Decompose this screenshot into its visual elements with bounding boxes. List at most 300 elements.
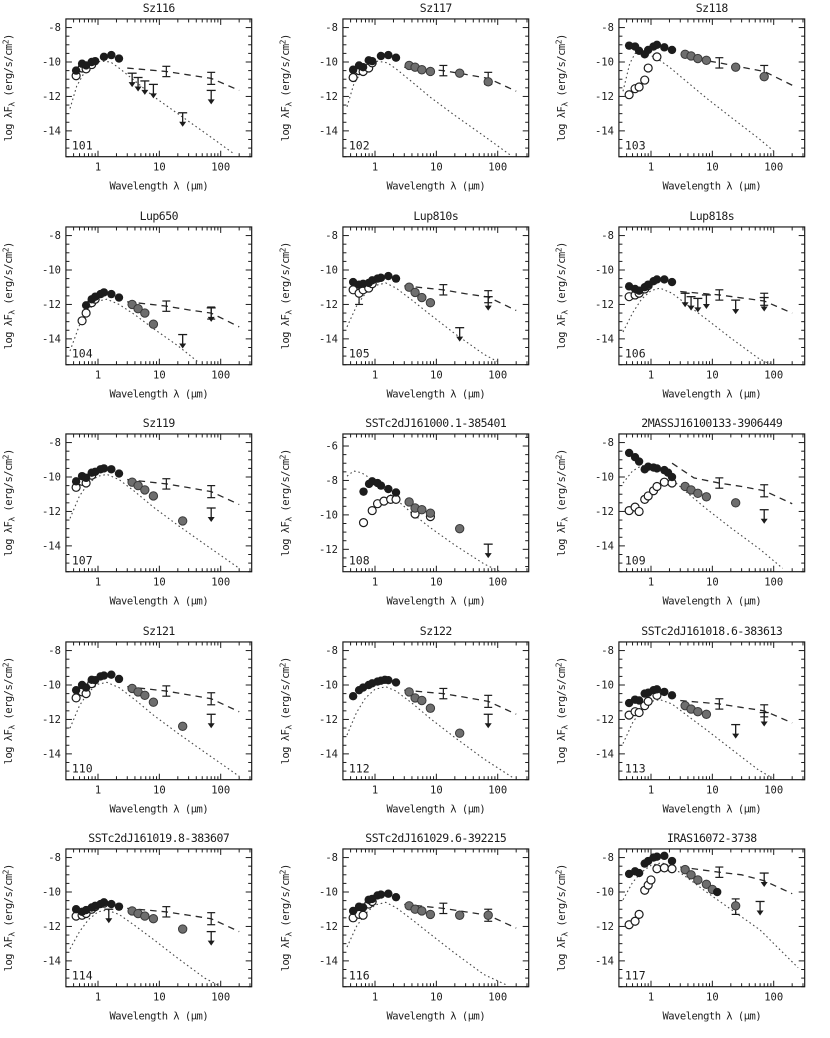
filled-points: [625, 275, 676, 295]
y-tick-label: -8: [48, 852, 61, 865]
panel-title: SSTc2dJ161019.8-383607: [88, 831, 230, 846]
grey-data-point: [455, 729, 463, 737]
y-axis-label: $\log \lambda F_\lambda$ $(erg/s/cm^2)$: [278, 449, 294, 557]
open-data-point: [653, 865, 661, 873]
filled-data-point: [91, 57, 99, 65]
filled-data-point: [115, 293, 123, 301]
filled-data-point: [82, 683, 90, 691]
y-tick-label: -14: [41, 955, 61, 968]
grey-data-point: [455, 69, 463, 77]
filled-data-point: [384, 271, 392, 279]
upper-limit-arrows: [483, 544, 492, 558]
y-tick-label: -10: [595, 471, 615, 484]
y-axis-label: $\log \lambda F_\lambda$ $(erg/s/cm^2)$: [554, 656, 570, 765]
photosphere-dotted-curve: [623, 466, 783, 569]
open-points: [625, 478, 676, 515]
x-tick-label: 1: [371, 784, 378, 797]
filled-data-point: [107, 900, 115, 908]
sed-plot-Sz117: [277, 0, 554, 208]
filled-data-point: [376, 482, 384, 490]
upper-limit-arrows: [207, 714, 216, 728]
filled-data-point: [384, 485, 392, 493]
sed-plot-Lup818s: [553, 208, 830, 416]
y-axis-label: $\log \lambda F_\lambda$ $(erg/s/cm^2)$: [554, 241, 570, 350]
y-tick-label: -12: [318, 298, 338, 311]
x-axis-label: Wavelength λ (μm): [109, 180, 209, 193]
panel-number: 104: [71, 346, 93, 361]
filled-data-point: [653, 41, 661, 49]
x-tick-label: 1: [94, 992, 102, 1005]
filled-points: [72, 899, 123, 917]
error-bars: [716, 478, 769, 497]
x-tick-label: 100: [764, 784, 784, 797]
y-tick-label: -12: [318, 921, 338, 934]
open-data-point: [645, 697, 653, 705]
panel-number: 102: [348, 138, 370, 153]
panel-title: Lup818s: [689, 208, 735, 223]
x-axis-label: Wavelength λ (μm): [386, 595, 485, 608]
x-tick-label: 1: [94, 161, 102, 174]
y-tick-label: -10: [318, 264, 338, 277]
grey-points: [128, 907, 187, 933]
grey-data-point: [426, 298, 434, 306]
y-axis-label: $\log \lambda F_\lambda$ $(erg/s/cm^2)$: [278, 241, 294, 350]
grey-data-point: [417, 66, 425, 74]
sed-plot-Sz122: [277, 623, 554, 831]
y-tick-label: -14: [41, 540, 61, 553]
y-axis-label: $\log \lambda F_\lambda$ $(erg/s/cm^2)$: [278, 656, 294, 765]
x-axis-label: Wavelength λ (μm): [386, 1011, 485, 1024]
x-tick-label: 10: [153, 992, 166, 1005]
sed-panel-113: [553, 623, 830, 831]
y-tick-label: -12: [318, 544, 338, 557]
grey-data-point: [703, 493, 711, 501]
y-tick-label: -8: [601, 644, 615, 657]
panel-title: SSTc2dJ161029.6-392215: [364, 831, 506, 846]
filled-data-point: [107, 290, 115, 298]
open-data-point: [82, 309, 90, 317]
y-axis-label: $\log \lambda F_\lambda$ $(erg/s/cm^2)$: [554, 864, 570, 972]
open-data-point: [653, 53, 661, 61]
grey-data-point: [178, 517, 186, 525]
grey-data-point: [426, 911, 434, 919]
panel-title: IRAS16072-3738: [667, 831, 757, 846]
filled-points: [349, 675, 400, 700]
grey-data-point: [703, 710, 711, 718]
x-tick-label: 1: [648, 992, 655, 1005]
open-data-point: [359, 912, 367, 920]
y-tick-label: -8: [48, 437, 61, 450]
panel-title: 2MASSJ16100133-3906449: [641, 416, 783, 431]
y-tick-label: -8: [601, 22, 615, 35]
sed-panel-106: [553, 208, 830, 416]
x-tick-label: 10: [153, 576, 166, 589]
upper-limit-arrows: [178, 307, 216, 348]
sed-panel-112: [277, 623, 554, 831]
y-tick-label: -14: [595, 540, 615, 553]
filled-data-point: [635, 696, 643, 704]
grey-data-point: [141, 912, 149, 920]
filled-data-point: [72, 66, 80, 74]
y-tick-label: -8: [48, 229, 61, 242]
open-data-point: [635, 83, 643, 91]
filled-data-point: [653, 685, 661, 693]
sed-plot-Sz119: [0, 415, 277, 623]
panel-number: 110: [71, 761, 93, 776]
filled-data-point: [660, 687, 668, 695]
filled-data-point: [635, 869, 643, 877]
panel-number: 106: [625, 346, 646, 361]
sed-panel-105: [277, 208, 554, 416]
x-tick-label: 1: [648, 369, 655, 382]
y-tick-label: -8: [324, 229, 338, 242]
filled-data-point: [349, 692, 357, 700]
panel-number: 108: [348, 553, 370, 568]
y-tick-label: -12: [318, 90, 338, 103]
panel-number: 105: [348, 346, 370, 361]
x-tick-label: 10: [429, 992, 443, 1005]
x-tick-label: 100: [487, 161, 507, 174]
sed-plot-IRAS16072-3738: [553, 830, 830, 1038]
grey-data-point: [178, 925, 186, 933]
x-tick-label: 10: [153, 161, 166, 174]
open-data-point: [368, 507, 376, 515]
filled-data-point: [668, 277, 676, 285]
y-tick-label: -10: [41, 886, 61, 899]
x-tick-label: 10: [706, 161, 719, 174]
y-tick-label: -10: [318, 509, 338, 522]
y-tick-label: -10: [318, 886, 338, 899]
x-axis-label: Wavelength λ (μm): [662, 803, 762, 816]
filled-data-point: [660, 852, 668, 860]
x-tick-label: 100: [487, 369, 507, 382]
filled-data-point: [653, 853, 661, 861]
y-tick-label: -12: [595, 298, 615, 311]
filled-points: [349, 51, 400, 74]
filled-data-point: [635, 458, 643, 466]
y-tick-label: -10: [595, 886, 615, 899]
filled-data-point: [668, 857, 676, 865]
open-data-point: [661, 864, 669, 872]
filled-data-point: [115, 675, 123, 683]
filled-data-point: [660, 275, 668, 283]
x-axis-label: Wavelength λ (μm): [109, 595, 209, 608]
grey-data-point: [426, 67, 434, 75]
open-data-point: [668, 865, 676, 873]
photosphere-dotted-curve: [70, 682, 239, 776]
panel-title: Sz121: [142, 623, 175, 638]
filled-data-point: [384, 890, 392, 898]
y-tick-label: -10: [595, 679, 615, 692]
filled-points: [349, 890, 400, 916]
grey-points: [405, 283, 435, 307]
upper-limit-arrows: [756, 873, 769, 915]
sed-plot-SSTc2dJ161019.8-383607: [0, 830, 277, 1038]
open-data-point: [645, 64, 653, 72]
panel-title: Sz119: [142, 416, 175, 431]
grey-data-point: [694, 54, 702, 62]
grey-data-point: [484, 78, 492, 86]
x-tick-label: 100: [211, 576, 231, 589]
x-tick-label: 10: [429, 369, 443, 382]
y-axis-label: $\log \lambda F_\lambda$ $(erg/s/cm^2)$: [1, 449, 17, 557]
sed-plot-2MASSJ16100133-3906449: [553, 415, 830, 623]
x-tick-label: 1: [648, 576, 655, 589]
x-tick-label: 100: [211, 992, 231, 1005]
x-tick-label: 100: [764, 576, 784, 589]
sed-plot-Sz118: [553, 0, 830, 208]
grey-data-point: [732, 499, 740, 507]
sed-panel-117: [553, 830, 830, 1038]
grey-data-point: [732, 902, 740, 910]
x-axis-label: Wavelength λ (μm): [109, 1011, 209, 1024]
filled-data-point: [107, 670, 115, 678]
y-tick-label: -10: [41, 679, 61, 692]
filled-points: [625, 41, 676, 59]
upper-limit-arrows: [207, 508, 216, 522]
panel-number: 116: [348, 969, 370, 984]
x-tick-label: 10: [429, 576, 443, 589]
y-tick-label: -8: [324, 644, 338, 657]
panel-title: Sz116: [142, 0, 175, 15]
filled-points: [72, 464, 123, 485]
grey-points: [681, 701, 711, 718]
y-tick-label: -6: [324, 440, 338, 453]
x-tick-label: 100: [211, 369, 231, 382]
upper-limit-arrows: [104, 910, 215, 946]
x-tick-label: 10: [429, 161, 443, 174]
grey-data-point: [426, 704, 434, 712]
y-tick-label: -12: [318, 713, 338, 726]
open-points: [625, 53, 661, 99]
x-tick-label: 100: [211, 161, 231, 174]
panel-title: SSTc2dJ161000.1-385401: [364, 416, 506, 431]
y-tick-label: -10: [595, 56, 615, 69]
y-tick-label: -12: [595, 90, 615, 103]
x-tick-label: 100: [764, 369, 784, 382]
filled-data-point: [660, 43, 668, 51]
filled-data-point: [391, 488, 399, 496]
sed-panel-101: [0, 0, 277, 208]
sed-panel-110: [0, 623, 277, 831]
y-tick-label: -14: [318, 955, 338, 968]
grey-data-point: [178, 722, 186, 730]
grey-data-point: [417, 907, 425, 915]
y-tick-label: -10: [595, 264, 615, 277]
sed-plot-Lup810s: [277, 208, 554, 416]
grey-data-point: [760, 72, 768, 80]
grey-data-point: [141, 308, 149, 316]
grey-data-point: [703, 56, 711, 64]
x-tick-label: 10: [153, 784, 166, 797]
open-data-point: [635, 508, 643, 516]
filled-data-point: [668, 46, 676, 54]
x-tick-label: 1: [371, 992, 378, 1005]
sed-plot-SSTc2dJ161018.6-383613: [553, 623, 830, 831]
filled-data-point: [359, 63, 367, 71]
filled-data-point: [100, 464, 108, 472]
y-tick-label: -14: [318, 332, 338, 345]
y-axis-label: $\log \lambda F_\lambda$ $(erg/s/cm^2)$: [1, 656, 17, 765]
y-tick-label: -14: [595, 955, 615, 968]
y-tick-label: -10: [41, 56, 61, 69]
sed-panel-116: [277, 830, 554, 1038]
y-axis-label: $\log \lambda F_\lambda$ $(erg/s/cm^2)$: [554, 449, 570, 557]
filled-data-point: [376, 891, 384, 899]
grey-data-point: [149, 698, 157, 706]
x-axis-label: Wavelength λ (μm): [662, 1011, 762, 1024]
filled-points: [82, 288, 123, 309]
filled-data-point: [653, 464, 661, 472]
filled-data-point: [668, 691, 676, 699]
sed-plot-Lup650: [0, 208, 277, 416]
upper-limit-arrows: [455, 296, 493, 341]
grey-data-point: [455, 911, 463, 919]
y-axis-label: $\log \lambda F_\lambda$ $(erg/s/cm^2)$: [1, 34, 17, 142]
filled-data-point: [100, 671, 108, 679]
x-tick-label: 100: [487, 784, 507, 797]
grey-data-point: [417, 293, 425, 301]
grey-data-point: [426, 509, 434, 517]
x-tick-label: 10: [706, 576, 719, 589]
open-data-point: [635, 708, 643, 716]
panel-title: Lup810s: [413, 208, 458, 223]
y-tick-label: -12: [595, 506, 615, 519]
grey-points: [128, 478, 187, 525]
sed-plot-Sz116: [0, 0, 277, 208]
filled-data-point: [359, 904, 367, 912]
y-tick-label: -10: [318, 56, 338, 69]
y-tick-label: -10: [41, 471, 61, 484]
sed-panel-114: [0, 830, 277, 1038]
x-tick-label: 1: [371, 161, 378, 174]
y-tick-label: -12: [41, 298, 61, 311]
x-tick-label: 1: [371, 369, 378, 382]
median-sed-dashed-line: [127, 68, 239, 90]
grey-data-point: [732, 63, 740, 71]
sed-plot-SSTc2dJ161000.1-385401: [277, 415, 554, 623]
x-tick-label: 1: [94, 784, 102, 797]
y-tick-label: -12: [595, 921, 615, 934]
x-tick-label: 1: [94, 576, 102, 589]
y-tick-label: -8: [601, 437, 615, 450]
photosphere-dotted-curve: [70, 475, 239, 569]
x-tick-label: 1: [94, 369, 102, 382]
panel-title: Sz117: [419, 0, 452, 15]
filled-data-point: [391, 893, 399, 901]
open-data-point: [349, 74, 357, 82]
grey-data-point: [149, 915, 157, 923]
x-tick-label: 100: [764, 161, 784, 174]
filled-data-point: [368, 57, 376, 65]
sed-plot-SSTc2dJ161029.6-392215: [277, 830, 554, 1038]
filled-data-point: [668, 473, 676, 481]
open-data-point: [653, 483, 661, 491]
upper-limit-arrows: [681, 293, 769, 314]
filled-data-point: [359, 488, 367, 496]
y-tick-label: -14: [595, 332, 615, 345]
filled-data-point: [384, 51, 392, 59]
y-tick-label: -8: [324, 22, 338, 35]
x-tick-label: 100: [211, 784, 231, 797]
open-data-point: [647, 876, 655, 884]
sed-panel-102: [277, 0, 554, 208]
open-data-point: [359, 519, 367, 527]
panel-title: Lup650: [139, 208, 179, 223]
filled-data-point: [384, 676, 392, 684]
y-axis-label: $\log \lambda F_\lambda$ $(erg/s/cm^2)$: [278, 864, 294, 972]
median-sed-dashed-line: [710, 61, 793, 85]
photosphere-dotted-curve: [70, 61, 233, 153]
y-axis-label: $\log \lambda F_\lambda$ $(erg/s/cm^2)$: [554, 34, 570, 142]
upper-limit-arrows: [760, 510, 769, 524]
grey-data-point: [694, 489, 702, 497]
upper-limit-arrows: [128, 73, 216, 127]
y-tick-label: -14: [41, 125, 61, 138]
y-tick-label: -12: [41, 506, 61, 519]
x-axis-label: Wavelength λ (μm): [386, 803, 485, 816]
y-tick-label: -12: [41, 713, 61, 726]
grey-points: [681, 866, 740, 911]
upper-limit-arrows: [483, 714, 492, 728]
x-axis-label: Wavelength λ (μm): [662, 180, 762, 193]
y-tick-label: -8: [324, 852, 338, 865]
open-data-point: [78, 316, 86, 324]
panel-number: 117: [625, 969, 646, 984]
x-axis-label: Wavelength λ (μm): [662, 595, 762, 608]
x-tick-label: 10: [153, 369, 166, 382]
y-tick-label: -14: [318, 748, 338, 761]
panel-number: 114: [71, 969, 93, 984]
grey-data-point: [694, 707, 702, 715]
filled-data-point: [713, 888, 721, 896]
open-data-point: [641, 76, 649, 84]
grey-points: [405, 61, 492, 86]
y-tick-label: -10: [41, 264, 61, 277]
y-tick-label: -12: [595, 713, 615, 726]
y-tick-label: -14: [595, 748, 615, 761]
x-tick-label: 10: [706, 992, 719, 1005]
x-axis-label: Wavelength λ (μm): [662, 388, 762, 401]
grey-data-point: [417, 696, 425, 704]
panel-number: 112: [348, 761, 370, 776]
y-tick-label: -8: [601, 229, 615, 242]
y-tick-label: -12: [41, 90, 61, 103]
x-tick-label: 1: [371, 576, 378, 589]
y-tick-label: -14: [41, 332, 61, 345]
y-tick-label: -14: [318, 125, 338, 138]
x-tick-label: 100: [487, 576, 507, 589]
sed-panel-107: [0, 415, 277, 623]
grey-data-point: [149, 320, 157, 328]
x-axis-label: Wavelength λ (μm): [386, 180, 485, 193]
sed-panel-108: [277, 415, 554, 623]
x-tick-label: 10: [429, 784, 443, 797]
panel-number: 103: [625, 138, 646, 153]
sed-plot-Sz121: [0, 623, 277, 831]
open-data-point: [661, 478, 669, 486]
filled-data-point: [115, 470, 123, 478]
grey-data-point: [149, 492, 157, 500]
filled-data-point: [107, 51, 115, 59]
y-tick-label: -14: [41, 748, 61, 761]
grey-points: [405, 902, 492, 920]
y-tick-label: -8: [48, 644, 61, 657]
filled-points: [72, 670, 123, 694]
filled-points: [72, 51, 123, 75]
y-tick-label: -8: [324, 475, 338, 488]
sed-panel-104: [0, 208, 277, 416]
